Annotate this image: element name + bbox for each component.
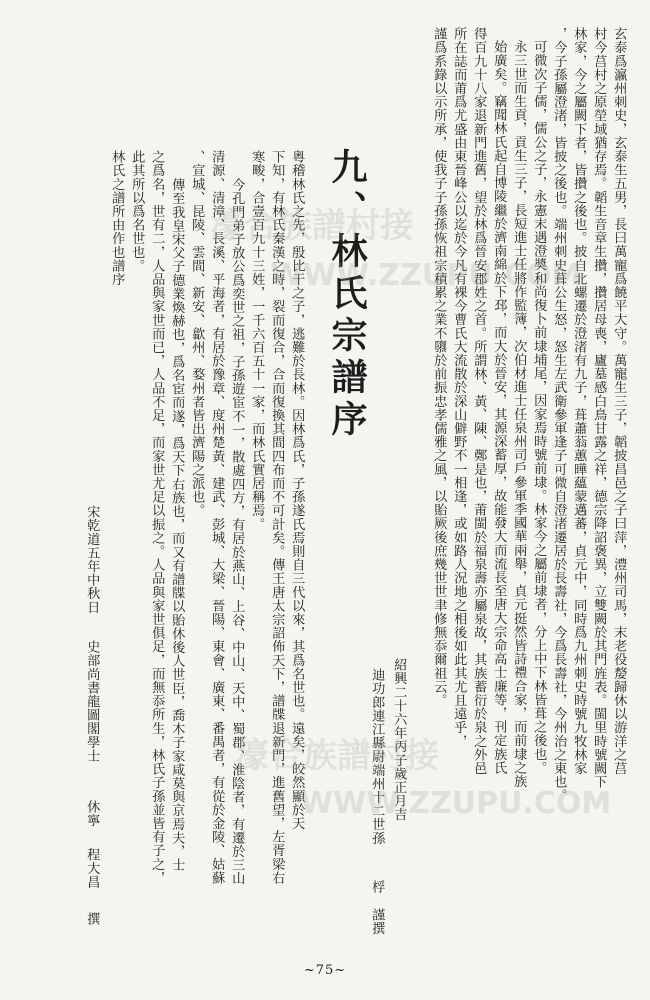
preface2-line: 傳至我皇宋父子德業煥赫也，爲名宦而遂，爲天下右族也，而又有譜牒以貽休後人世臣，喬木子家咸莫與京焉夫，士 <box>169 178 185 872</box>
preface2-line: 林氏之譜所由作也譜序 <box>109 150 125 286</box>
watermark: 濠合族譜村接 <box>210 206 414 246</box>
preface1-author-suffix: 謹撰 <box>369 908 385 936</box>
preface2-line: 今孔門弟子放公爲奕世之祖，子孫遊宦不一，散處四方，有居於燕山、上谷、中山、天中、蜀郡、淮陰者，有遷於三山 <box>229 178 245 886</box>
page-number: ~75~ <box>303 963 347 978</box>
preface1-author-title: 迪功郎連江縣尉端州十二世孫 <box>369 668 385 845</box>
preface2-line: 粵稽林氏之先，殷比干之子，逃難於長林。因林爲氏，子孫遂氏焉則自三代以來，其爲名世也。遠矣，皎然顯於天 <box>289 150 305 830</box>
preface2-author-origin: 休寧 <box>84 800 100 828</box>
preface1-line: 可微次子儒，儒公之子，永憲末遇澄奬和尚復卜前埭埔尾，因家焉時號前埭。林家今之屬前埭者，分上中下林皆葺之後也。 <box>531 40 547 775</box>
preface2-author-suffix: 撰 <box>84 912 100 926</box>
preface1-line: 玄泰爲瀛州刺史，玄泰生五男，長曰萬寵爲饒平大守。萬寵生三子，韜披昌邑之子曰萍，澧州司馬，末老役嫠歸休以游洋之莒 <box>611 27 627 775</box>
preface1-line: 得百九十八家退新門進舊，望於林爲晉安郡姓之首。所謂林、黃、陳、鄭是也，莆閩於福泉壽亦屬泉故，其族蓄衍於泉之外邑 <box>471 27 487 775</box>
preface2-line: 寒畯，合壹百九十三姓，一千六百五十一家，而林氏實居稱焉。 <box>249 150 265 531</box>
preface2-author-name: 程大昌 <box>84 848 100 889</box>
preface1-date: 紹興二十六年丙子歲正月吉 <box>391 658 407 822</box>
preface2-author-title: 史部尚書龍圖閣學士 <box>84 640 100 763</box>
preface2-line: 此其所以爲名世也。 <box>129 150 145 273</box>
watermark: 濠合族譜村接 <box>235 736 439 776</box>
preface2-line: 清源、清漳、長溪、平海者，有居於豫章、度州楚黃、建武、彭城、大梁、晉陽、東會、廣東、番禺者，有從於金陵、姑蘇 <box>209 150 225 885</box>
preface2-line: 下知，有林氏秦漢之時，裂而復合，合而復換其間四布而不可計矣。傳王唐太宗詔佈天下，譜牒退新門，進舊望，左胥梁右 <box>269 150 285 885</box>
preface1-line: 永三世而生貢，貢生三子，長短進士任將作監簿，次伯材進士任泉州司戶參軍季國華兩舉，貞元挺然皆詩禮合家，而前埭之族 <box>511 40 527 788</box>
preface1-line: 村今莒村之原塋域猶存焉。韜生音章生攢，攢居母喪，廬墓感白鳥甘露之祥，德宗降詔褒異，立雙闕於其門旌表。閩里時號闕下 <box>591 27 607 789</box>
watermark: WWW.ZZUPU.COM <box>270 258 582 293</box>
page-title: 九、林氏宗譜序 <box>326 148 368 442</box>
preface1-author-name: 桴 <box>369 880 385 894</box>
preface1-line: 謹爲系錄以示所承，使我子子孫孫恢祖宗積累之業不隳於前振忠孝儒雅之風，以貽厥後庶幾世世聿修無忝爾祖云。 <box>431 27 447 707</box>
preface1-line: 始廣矣。竊聞林氏起自博陵繼於濟南綿於下邳，而大於晉安，其源深蓄厚，故能發大而流長至唐大宗命高士廉等，刊定族氏 <box>491 40 507 775</box>
preface1-line: 所在誌而莆爲尤盛由東晉峰公以迄於今凡有裸今曹氏大流散於深山僻野不一相逢，或如路人況地之相後如此其尤且遠乎， <box>451 27 467 748</box>
preface2-line: 之爲名，世有二，人品與家世而已，人品不足，而家世尤足以振之。人品與家世俱足，而無忝所生，林氏子孫並皆有子之， <box>149 150 165 885</box>
preface2-line: 、宣城、昆陵、雲間、新安、歙州、婺州者皆出濟陽之派也。 <box>189 150 205 518</box>
preface2-date: 宋乾道五年中秋日 <box>84 505 100 614</box>
preface1-line: 林家，今之屬闕下者，皆攢之後也。披自北螺遷於澄渚有九子，葺蕭蓊蕙曄蘊蒙邁蕃，貞元中，同時爲九州刺史時號九牧林家 <box>571 27 587 775</box>
preface1-line: ，今子孫屬澄渚，皆披之後也。端州刺史葺公生怒，怒生左武衛參軍逢子可微自澄渚遷居於長壽社，今爲長壽社，今州治之東也。 <box>551 27 567 803</box>
watermark: WWW.ZZUPU.COM <box>300 786 612 821</box>
